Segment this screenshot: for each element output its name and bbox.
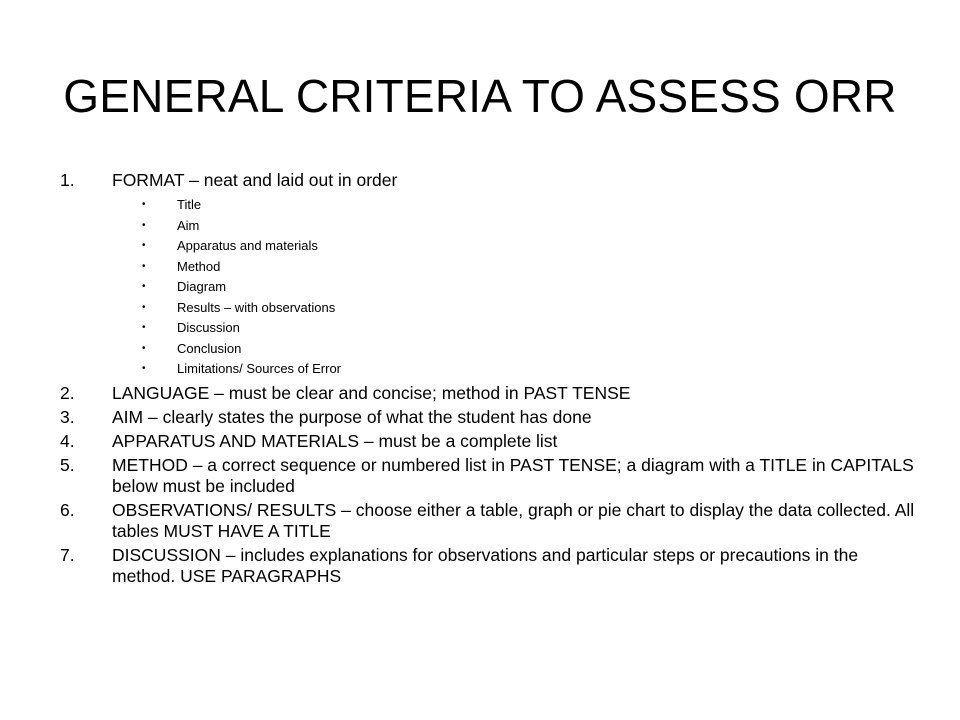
sublist-item: • Limitations/ Sources of Error: [142, 359, 916, 380]
bullet-icon: •: [142, 260, 146, 272]
criteria-item-aim: [60, 407, 916, 428]
criteria-item-observations: [60, 500, 916, 542]
item-number: 6.: [60, 499, 75, 520]
item-number: 5.: [60, 454, 75, 475]
sublist-item: • Conclusion: [142, 339, 916, 360]
item-text: OBSERVATIONS/ RESULTS – choose either a table, graph or pie chart to display the data collected. All tables MUST HAVE A TITLE: [112, 499, 915, 541]
sublist-item: • Title: [142, 195, 916, 216]
bullet-icon: •: [142, 219, 146, 231]
sublist-item: • Apparatus and materials: [142, 236, 916, 257]
item-number: 3.: [60, 406, 75, 427]
bullet-icon: •: [142, 342, 146, 354]
bullet-icon: •: [142, 199, 146, 210]
item-text: AIM – clearly states the purpose of what the student has done: [112, 406, 592, 427]
item-number: 7.: [60, 544, 75, 565]
item-text: FORMAT – neat and laid out in order: [112, 170, 398, 190]
item-number: 2.: [60, 382, 75, 403]
item-text: METHOD – a correct sequence or numbered list in PAST TENSE; a diagram with a TITLE in CAPITALS below must be included: [112, 454, 914, 496]
item-number: 1.: [60, 170, 75, 190]
item-text: DISCUSSION – includes explanations for observations and particular steps or precautions in the method. USE PARAGRAPHS: [112, 544, 859, 586]
criteria-list: [60, 170, 916, 590]
bullet-icon: •: [142, 281, 146, 292]
criteria-item-apparatus: [60, 431, 916, 452]
sublist-item: • Results – with observations: [142, 298, 916, 319]
format-sublist: [112, 195, 916, 380]
criteria-item-discussion: [60, 545, 916, 587]
slide-title: GENERAL CRITERIA TO ASSESS ORR: [63, 70, 897, 122]
criteria-item-format: [60, 170, 916, 380]
item-text: APPARATUS AND MATERIALS – must be a complete list: [112, 430, 558, 451]
sublist-item: • Aim: [142, 216, 916, 237]
bullet-icon: •: [142, 240, 146, 251]
criteria-item-method: [60, 455, 916, 497]
bullet-icon: •: [142, 363, 146, 374]
item-number: 4.: [60, 430, 75, 451]
bullet-icon: •: [142, 322, 146, 333]
sublist-item: • Diagram: [142, 277, 916, 298]
item-text: LANGUAGE – must be clear and concise; method in PAST TENSE: [112, 382, 631, 403]
bullet-icon: •: [142, 301, 146, 313]
sublist-item: • Method: [142, 257, 916, 278]
criteria-item-language: [60, 383, 916, 404]
sublist-item: • Discussion: [142, 318, 916, 339]
